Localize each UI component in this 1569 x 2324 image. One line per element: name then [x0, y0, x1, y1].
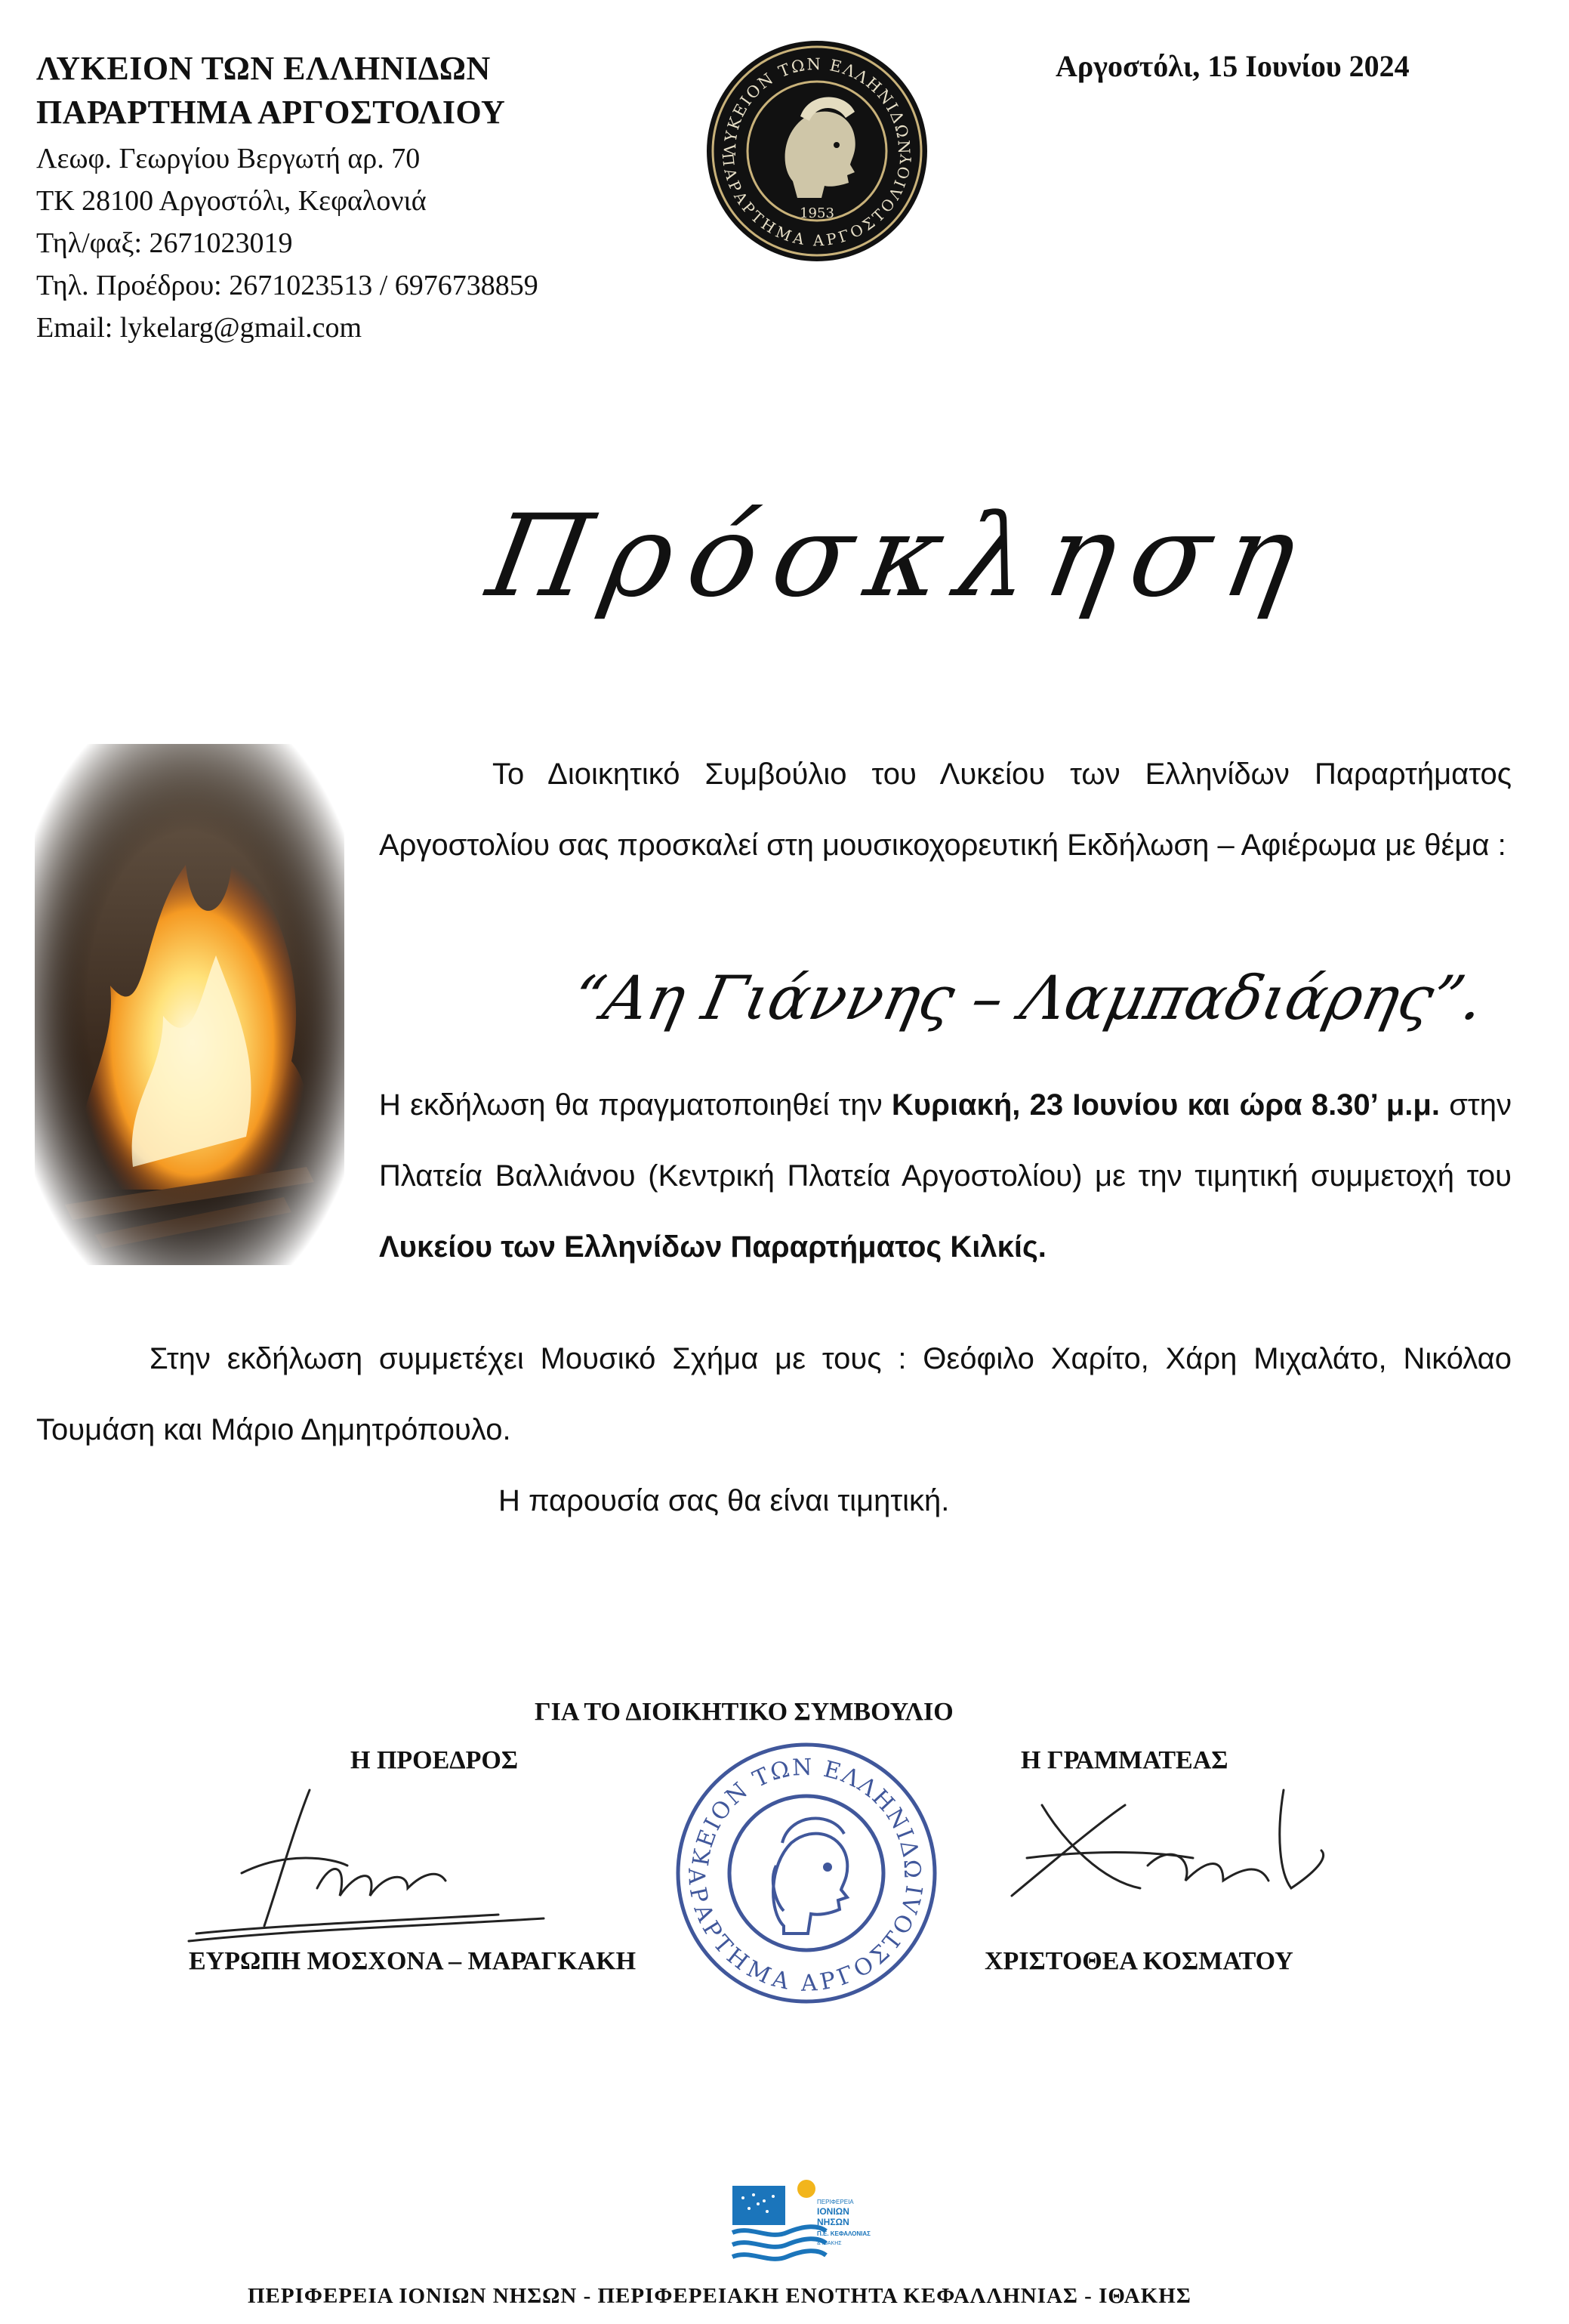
ionian-islands-region-logo: [728, 2175, 871, 2266]
closing-line: Η παρουσία σας θα είναι τιμητική.: [498, 1484, 950, 1517]
event-date-time: Κυριακή, 23 Ιουνίου και ώρα 8.30’ μ.μ.: [891, 1088, 1440, 1122]
event-location: στην Πλατεία Βαλλιάνου (Κεντρική Πλατεία Αργοστολίου) με την τιμητική συμμετοχή του: [379, 1088, 1512, 1193]
footer-logo-line-4: & ΙΘΑΚΗΣ: [817, 2241, 842, 2246]
president-signature: [181, 1782, 559, 1949]
lyceum-logo: [704, 38, 930, 264]
footer-logo-line-1: ΙΟΝΙΩΝ: [817, 2206, 849, 2217]
event-theme: “Αη Γιάννης – Λαμπαδιάρης”.: [566, 963, 1490, 1033]
sun-icon: [797, 2180, 815, 2198]
president-role: Η ΠΡΟΕΔΡΟΣ: [350, 1746, 519, 1774]
secretary-name: ΧΡΙΣΤΟΘΕΑ ΚΟΣΜΑΤΟΥ: [985, 1947, 1293, 1975]
event-details-paragraph: [379, 1069, 1512, 1282]
footer-logo-line-0: ΠΕΡΙΦΕΡΕΙΑ: [817, 2199, 854, 2205]
document-title: Πρόσκληση: [479, 491, 1322, 622]
invitation-paragraph: Το Διοικητικό Συμβούλιο του Λυκείου των Ελληνίδων Παραρτήματος Αργοστολίου σας προσκαλεί στη μουσικοχορευτική Εκδήλωση – Αφιέρωμα με θέμα :: [379, 758, 1512, 862]
org-branch: ΠΑΡΑΡΤΗΜΑ ΑΡΓΟΣΤΟΛΙΟΥ: [36, 94, 506, 131]
letter-date: Αργοστόλι, 15 Ιουνίου 2024: [1056, 49, 1410, 83]
logo-text-top: ΛΥΚΕΙΟΝ ΤΩΝ ΕΛΛΗΝΙΔΩΝ: [720, 54, 914, 156]
official-stamp: [663, 1730, 950, 2017]
org-address: Λεωφ. Γεωργίου Βεργωτή αρ. 70: [36, 143, 421, 174]
president-name: ΕΥΡΩΠΗ ΜΟΣΧΟΝΑ – ΜΑΡΑΓΚΑΚΗ: [189, 1947, 637, 1975]
footer-logo-line-3: Π.Ε. ΚΕΦΑΛΟΝΙΑΣ: [817, 2230, 871, 2237]
org-phone-fax: Τηλ/φαξ: 2671023019: [36, 227, 293, 259]
footer-region-text: ΠΕΡΙΦΕΡΕΙΑ ΙΟΝΙΩΝ ΝΗΣΩΝ - ΠΕΡΙΦΕΡΕΙΑΚΗ ΕΝΟΤΗΤΑ ΚΕΦΑΛΛΗΝΙΑΣ - ΙΘΑΚΗΣ: [248, 2284, 1191, 2308]
event-details-intro: Η εκδήλωση θα πραγματοποιηθεί την: [379, 1088, 892, 1122]
org-name: ΛΥΚΕΙΟΝ ΤΩΝ ΕΛΛΗΝΙΔΩΝ: [36, 50, 491, 87]
board-heading: ΓΙΑ ΤΟ ΔΙΟΙΚΗΤΙΚΟ ΣΥΜΒΟΥΛΙΟ: [535, 1698, 954, 1726]
secretary-signature: [997, 1775, 1344, 1926]
org-postal: ΤΚ 28100 Αργοστόλι, Κεφαλονιά: [36, 185, 427, 217]
secretary-role: Η ΓΡΑΜΜΑΤΕΑΣ: [1021, 1746, 1228, 1774]
svg-text:ΛΥΚΕΙΟΝ ΤΩΝ ΕΛΛΗΝΙΔΩΝ: [663, 1730, 925, 1880]
bonfire-image: [35, 744, 344, 1265]
logo-text-bottom: ΠΑΡΑΡΤΗΜΑ ΑΡΓΟΣΤΟΛΙΟΥ: [718, 152, 916, 250]
music-ensemble-paragraph: Στην εκδήλωση συμμετέχει Μουσικό Σχήμα με τους : Θεόφιλο Χαρίτο, Χάρη Μιχαλάτο, Νικόλαο Τουμάση και Μάριο Δημητρόπουλο.: [36, 1342, 1512, 1446]
org-email: Email: lykelarg@gmail.com: [36, 312, 362, 344]
sender-block: [36, 47, 655, 349]
org-president-phone: Τηλ. Προέδρου: 2671023513 / 6976738859: [36, 270, 538, 301]
guest-lyceum: Λυκείου των Ελληνίδων Παραρτήματος Κιλκίς.: [379, 1230, 1047, 1264]
stamp-text-bottom: ΑΡΑΡΤΗΜΑ ΑΡΓΟΣΤΟΛΙ: [683, 1867, 929, 1997]
footer-logo-line-2: ΝΗΣΩΝ: [817, 2217, 849, 2227]
athena-stamp-icon: [773, 1818, 847, 1934]
logo-year: 1953: [800, 205, 834, 221]
stamp-text-top: ΚΕΙΟΝ ΤΩΝ ΕΛΛΗΝΙΔΩ: [688, 1754, 926, 1881]
